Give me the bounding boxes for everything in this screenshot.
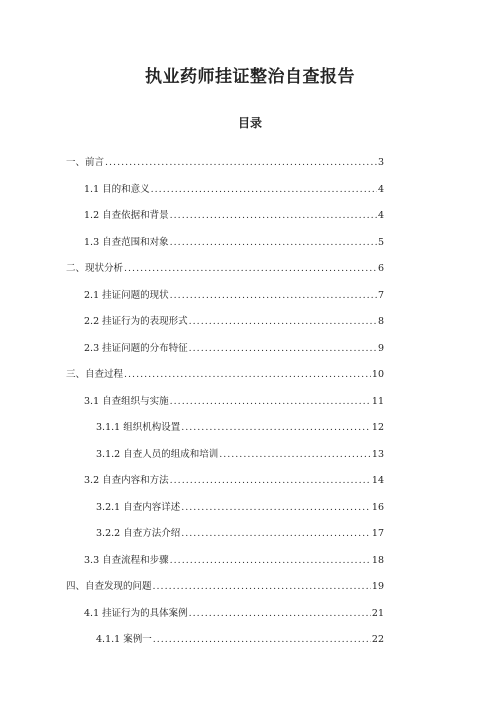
toc-entry[interactable]: [84, 341, 384, 357]
toc-entry-label: 3.1.2 自查人员的组成和培训: [96, 448, 219, 460]
toc-entry-label: 二、现状分析: [66, 263, 124, 274]
toc-entry[interactable]: [96, 500, 384, 516]
toc-entry-label: 1.1 目的和意义: [84, 183, 150, 195]
toc-entry-page-number: 14: [371, 475, 384, 486]
toc-entry-label: 1.2 自查依据和背景: [84, 210, 169, 221]
toc-entry-label: 3.2 自查内容和方法: [84, 475, 169, 486]
toc-leader-dots: [151, 182, 377, 198]
toc-leader-dots: [170, 288, 377, 304]
toc-entry-label: 3.3 自查流程和步骤: [84, 554, 169, 566]
toc-entry-page-number: 4: [377, 183, 384, 195]
toc-leader-dots: [153, 632, 371, 648]
toc-entry[interactable]: [96, 420, 384, 436]
toc-entry[interactable]: [96, 632, 384, 648]
toc-entry-page-number: 11: [371, 395, 384, 407]
toc-entry-label: 4.1.1 案例一: [96, 634, 152, 645]
toc-entry[interactable]: [66, 261, 384, 277]
toc-entry-page-number: 19: [371, 581, 384, 592]
toc-leader-dots: [124, 261, 377, 277]
toc-entry[interactable]: [84, 606, 384, 622]
toc-entry-page-number: 8: [377, 316, 384, 327]
toc-entry[interactable]: [84, 473, 384, 489]
toc-heading: 目录: [237, 116, 262, 130]
toc-leader-dots: [219, 447, 371, 463]
toc-entry[interactable]: [96, 447, 384, 463]
toc-entry-page-number: 6: [377, 263, 384, 274]
toc-entry-page-number: 21: [371, 607, 384, 619]
toc-leader-dots: [170, 553, 371, 569]
toc-entry-label: 一、前言: [66, 157, 105, 168]
toc-entry-page-number: 7: [377, 289, 384, 301]
toc-leader-dots: [170, 394, 371, 410]
toc-entry[interactable]: [84, 235, 384, 251]
toc-entry-label: 4.1 挂证行为的具体案例: [84, 607, 188, 619]
toc-entry-label: 2.1 挂证问题的现状: [84, 289, 169, 301]
toc-entry-page-number: 9: [377, 342, 384, 354]
document-title: 执业药师挂证整治自查报告: [145, 67, 355, 87]
toc-leader-dots: [170, 235, 377, 251]
toc-entry[interactable]: [84, 182, 384, 198]
toc-entry-label: 1.3 自查范围和对象: [84, 236, 169, 248]
toc-entry-page-number: 22: [371, 634, 384, 645]
toc-entry[interactable]: [84, 208, 384, 224]
toc-entry[interactable]: [84, 288, 384, 304]
toc-leader-dots: [153, 579, 371, 595]
toc-leader-dots: [189, 314, 377, 330]
toc-leader-dots: [181, 500, 371, 516]
toc-entry-label: 2.3 挂证问题的分布特征: [84, 342, 188, 354]
toc-leader-dots: [105, 155, 377, 171]
toc-leader-dots: [170, 473, 371, 489]
toc-entry-label: 三、自查过程: [66, 369, 124, 380]
toc-leader-dots: [189, 606, 371, 622]
toc-entry-page-number: 5: [377, 236, 384, 248]
toc-leader-dots: [181, 526, 371, 542]
toc-entry[interactable]: [96, 526, 384, 542]
toc-entry-page-number: 13: [371, 448, 384, 460]
toc-entry[interactable]: [66, 367, 384, 383]
toc-entry[interactable]: [66, 579, 384, 595]
toc-entry-page-number: 3: [377, 157, 384, 168]
toc-entry-label: 四、自查发现的问题: [66, 581, 152, 592]
toc-leader-dots: [189, 341, 377, 357]
toc-entry-label: 2.2 挂证行为的表现形式: [84, 316, 188, 327]
toc-entry-page-number: 10: [371, 369, 384, 380]
toc-entry-label: 3.1 自查组织与实施: [84, 395, 169, 407]
toc-entry[interactable]: [84, 394, 384, 410]
toc-entry-label: 3.2.2 自查方法介绍: [96, 528, 181, 539]
toc-entry-label: 3.1.1 组织机构设置: [96, 422, 181, 433]
toc-leader-dots: [124, 367, 371, 383]
toc-entry-page-number: 12: [371, 422, 384, 433]
toc-leader-dots: [181, 420, 371, 436]
toc-entry[interactable]: [66, 155, 384, 171]
toc-entry-page-number: 17: [371, 528, 384, 539]
toc-entry-label: 3.2.1 自查内容详述: [96, 501, 181, 513]
toc-leader-dots: [170, 208, 377, 224]
toc-entry-page-number: 16: [371, 501, 384, 513]
toc-entry-page-number: 4: [377, 210, 384, 221]
toc-entry-page-number: 18: [371, 554, 384, 566]
toc-entry[interactable]: [84, 314, 384, 330]
toc-entry[interactable]: [84, 553, 384, 569]
